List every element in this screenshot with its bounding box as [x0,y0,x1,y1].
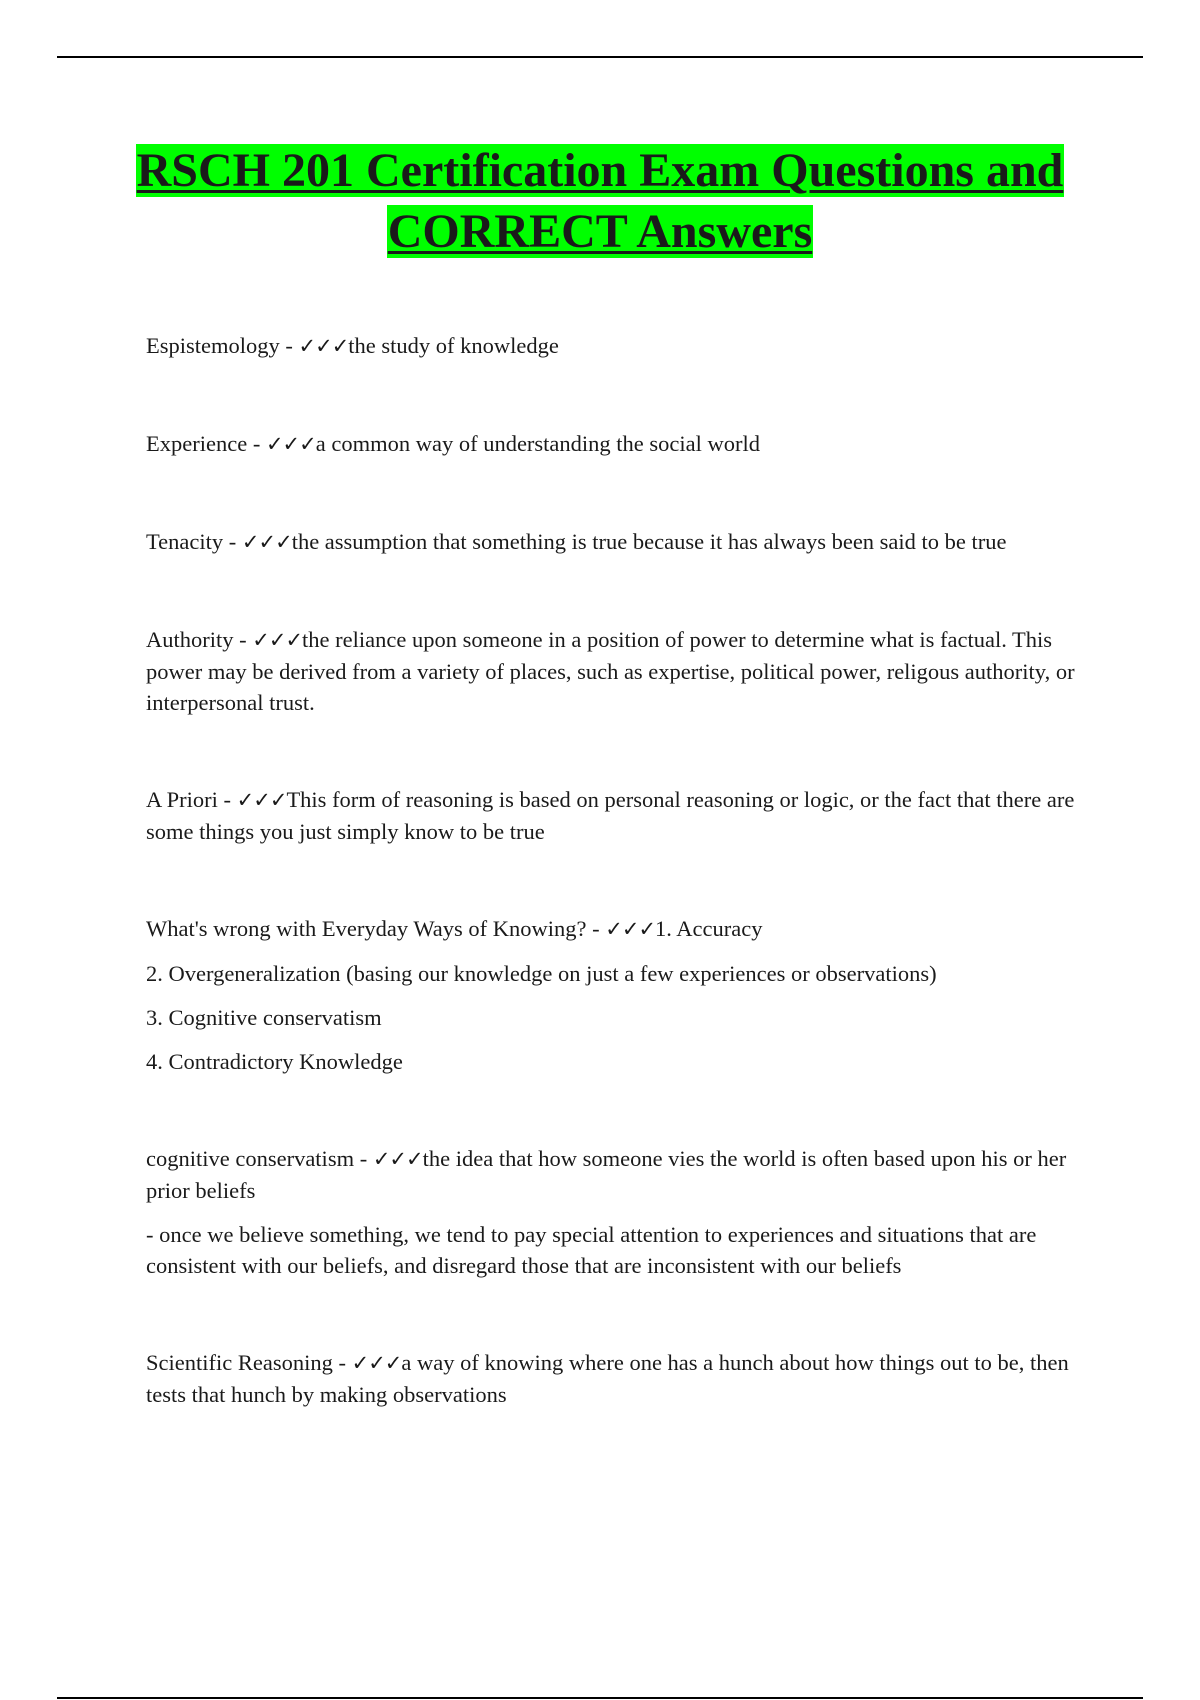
qa-entry-everyday-ways [146,913,1086,1077]
check-marks-icon: ✓✓✓ [236,788,287,812]
check-marks-icon: ✓✓✓ [298,334,349,358]
qa-entry-scientific-reasoning [146,1347,1086,1410]
answer: the assumption that something is true because it has always been said to be true [291,529,1007,554]
term: Espistemology [146,333,280,358]
answer: This form of reasoning is based on personal reasoning or logic, or the fact that there are some things you just simply know to be true [146,787,1075,844]
qa-line: Authority - ✓✓✓the reliance upon someone in a position of power to determine what is factual. This power may be derived from a variety of places, such as expertise, political power, religous authority, or interpersonal trust. [146,627,1075,715]
answer: the study of knowledge [348,333,559,358]
check-marks-icon: ✓✓✓ [241,530,292,554]
term: Experience [146,431,248,456]
qa-line: cognitive conservatism - ✓✓✓the idea that how someone vies the world is often based upon his or her prior beliefs [146,1146,1067,1203]
qa-entry-espistemology [146,330,1086,362]
list-item: - once we believe something, we tend to pay special attention to experiences and situations that are consistent with our beliefs, and disregard those that are inconsistent with our beliefs [146,1222,1037,1278]
answer: a way of knowing where one has a hunch about how things out to be, then tests that hunch by making observations [146,1350,1069,1407]
qa-entry-cognitive-conservatism [146,1143,1086,1281]
qa-entry-a-priori [146,784,1086,847]
check-marks-icon: ✓✓✓ [351,1351,402,1375]
qa-entry-authority [146,624,1086,718]
term: A Priori [146,787,218,812]
title-highlight: RSCH 201 Certification Exam Questions and CORRECT Answers [136,144,1064,258]
qa-entry-experience [146,428,1086,460]
qa-line: What's wrong with Everyday Ways of Knowing? - ✓✓✓1. Accuracy [146,916,763,941]
term: What's wrong with Everyday Ways of Knowing? [146,916,587,941]
qa-line: Espistemology - ✓✓✓the study of knowledge [146,333,559,358]
qa-entry-tenacity [146,526,1086,558]
check-marks-icon: ✓✓✓ [252,628,303,652]
list-item: 3. Cognitive conservatism [146,1005,382,1030]
bottom-rule [57,1697,1143,1699]
answer: 1. Accuracy [655,916,763,941]
qa-line: Experience - ✓✓✓a common way of understanding the social world [146,431,760,456]
term: Scientific Reasoning [146,1350,333,1375]
top-rule [57,56,1143,58]
list-item: 4. Contradictory Knowledge [146,1049,403,1074]
page-title [120,140,1080,262]
list-item: 2. Overgeneralization (basing our knowledge on just a few experiences or observations) [146,961,937,986]
check-marks-icon: ✓✓✓ [605,917,656,941]
qa-line: Tenacity - ✓✓✓the assumption that something is true because it has always been said to be true [146,529,1007,554]
term: Authority [146,627,234,652]
term: Tenacity [146,529,224,554]
qa-line: Scientific Reasoning - ✓✓✓a way of knowing where one has a hunch about how things out to be, then tests that hunch by making observations [146,1350,1069,1407]
qa-list [146,330,1086,1410]
answer: the idea that how someone vies the world is often based upon his or her prior beliefs [146,1146,1067,1203]
answer: a common way of understanding the social world [315,431,760,456]
check-marks-icon: ✓✓✓ [265,432,316,456]
qa-line: A Priori - ✓✓✓This form of reasoning is based on personal reasoning or logic, or the fact that there are some things you just simply know to be true [146,787,1075,844]
term: cognitive conservatism [146,1146,355,1171]
answer: the reliance upon someone in a position of power to determine what is factual. This power may be derived from a variety of places, such as expertise, political power, religous authority, or interpersonal trust. [146,627,1075,715]
check-marks-icon: ✓✓✓ [372,1147,423,1171]
